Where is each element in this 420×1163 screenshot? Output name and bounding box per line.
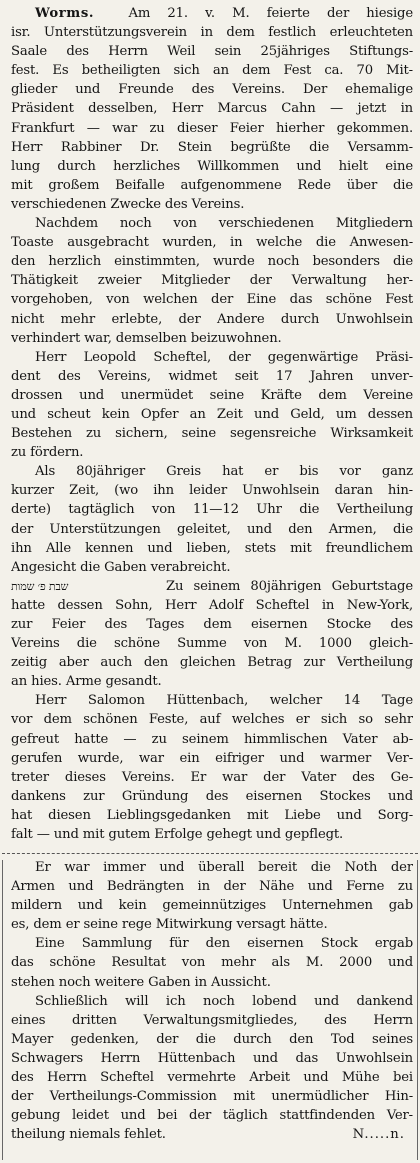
text-line [11,1087,413,1106]
line-text: Nachdem noch von verschiedenen Mitgliedern [35,216,413,232]
line-text: Vereins die schöne Summe von M. 1000 gleich- [11,636,413,652]
text-line [11,99,413,118]
text-line [11,348,413,367]
text-line [11,119,413,138]
text-line [11,672,413,691]
line-text: Mayer gedenken, der die durch den Tod seines [11,1031,413,1047]
text-line [11,520,413,539]
text-line [11,787,413,806]
line-text: Armen und Bedrängten in der Nähe und Ferne zu [11,879,413,895]
text-line [11,749,413,768]
line-text: treter dieses Vereins. Er war der Vater des Ge- [11,769,413,785]
text-line [11,634,413,653]
line-text: vor dem schönen Feste, auf welches er sich so sehr [11,712,413,728]
line-text: den herzlich einstimmten, wurde noch besonders die [11,254,413,270]
text-line [11,329,413,348]
line-text: und scheut kein Opfer an Zeit und Geld, um dessen [11,406,413,422]
line-text: fest. Es betheiligten sich an dem Fest ca. 70 Mit- [11,63,413,79]
text-line [11,80,413,99]
line-text: falt — und mit gutem Erfolge gehegt und gepflegt. [11,827,344,843]
line-text: zu fördern. [11,445,84,461]
text-line [11,1030,413,1049]
text-line [11,1068,413,1087]
text-line [11,1049,413,1068]
text-line [11,195,413,214]
line-text: des Herrn Scheftel vermehrte Arbeit und Mühe bei [11,1070,413,1086]
line-text: zur Feier des Tages dem eisernen Stocke des [11,617,413,632]
text-line [11,710,413,729]
text-line [11,1011,413,1030]
line-text: glieder und Freunde des Vereins. Der ehemalige [11,82,413,98]
text-line [11,290,413,309]
line-text: ihn Alle kennen und lieben, stets mit freundlichem [11,540,413,556]
line-text: Präsident desselben, Herr Marcus Cahn — jetzt in [11,101,413,117]
line-text: hat diesen Lieblingsgedanken mit Liebe und Sorg- [11,807,413,823]
line-text: drossen und unermüdet seine Kräfte dem Vereine [11,387,413,403]
line-text: mildern und kein gemeinnütziges Unternehmen gab [11,898,413,914]
line-text: verschiedenen Zwecke des Vereins. [11,196,245,212]
clipping-edge-left [2,860,3,1160]
line-text: mit großem Beifalle aufgenommene Rede über die [11,177,413,193]
line-text: Herr Leopold Scheftel, der gegenwärtige Präsi- [35,349,413,365]
text-line [11,896,413,915]
line-text: Bestehen zu sichern, seine segensreiche Wirksamkeit [11,426,413,442]
line-text: dent des Vereins, widmet seit 17 Jahren unver- [11,368,413,384]
text-line [11,61,413,80]
text-line [11,23,413,42]
text-line [11,214,413,233]
line-text: Frankfurt — war zu dieser Feier hierher gekommen. [11,120,413,136]
text-line [11,858,413,877]
line-text: Schwagers Herrn Hüttenbach und das Unwohlsein [11,1050,413,1066]
text-line [11,271,413,290]
line-text: Schließlich will ich noch lobend und dankend [35,993,413,1009]
line-text: kurzer Zeit, (wo ihn leider Unwohlsein daran hin- [11,483,413,499]
line-text: das schöne Resultat von mehr als M. 2000 und [11,955,413,971]
line-text: Thätigkeit zweier Mitglieder der Verwaltung her- [11,273,413,289]
text-line [11,481,413,500]
line-text: eines dritten Verwaltungsmitgliedes, des Herrn [11,1012,413,1028]
line-text: Er war immer und überall bereit die Noth der [35,860,413,875]
line-text: vorgehoben, von welchen der Eine das schöne Fest [11,292,413,308]
text-line [11,4,413,23]
line-text: Eine Sammlung für den eisernen Stock ergab [35,936,413,952]
text-line [11,310,413,329]
line-text: lung durch herzliches Willkommen und hielt eine [11,158,413,174]
line-text: hatte dessen Sohn, Herr Adolf Scheftel in New-York, [11,597,413,613]
text-line [11,653,413,672]
line-text: gebung leidet und bei der täglich stattfindenden Ver- [11,1108,413,1124]
text-line [11,877,413,896]
text-line [11,915,413,934]
text-line [11,138,413,157]
text-line [11,386,413,405]
article-lower-section [11,858,413,1144]
line-text: dankens zur Gründung des eisernen Stockes und [11,788,413,804]
text-line [11,1125,413,1144]
line-text: Toaste ausgebracht wurden, in welche die Anwesen- [11,235,413,251]
text-line [11,691,413,710]
line-text: an hies. Arme gesandt. [11,674,162,690]
text-line [11,424,413,443]
line-text: Angesicht die Gaben verabreicht. [11,559,231,575]
article-upper-section [11,4,413,844]
line-text: Herr Salomon Hüttenbach, welcher 14 Tage [35,693,413,709]
text-line [11,730,413,749]
line-text: Zu seinem 80jährigen Geburtstage [166,578,413,594]
text-line [11,443,413,462]
text-line [11,934,413,953]
line-text: der Unterstützungen geleitet, und den Armen, die [11,521,413,537]
text-line [11,973,413,992]
text-line [11,252,413,271]
text-line [11,462,413,481]
line-text: der Vertheilungs-Commission mit unermüdlicher Hin- [11,1089,413,1105]
text-line [11,233,413,252]
text-line [11,1106,413,1125]
text-line [11,500,413,519]
line-text: nicht mehr erlebte, der Andere durch Unwohlsein [11,311,413,327]
line-text: Saale des Herrn Weil sein 25jähriges Stiftungs- [11,44,413,60]
text-line [11,42,413,61]
text-line [11,806,413,825]
hebrew-date-note: שבת פ׳ שמות [11,579,69,593]
line-text: gerufen wurde, war ein eifriger und warmer Ver- [11,750,413,766]
text-line [11,615,413,634]
author-signature: N.....n. [352,1127,405,1143]
clipping-divider [2,853,418,854]
text-line [11,558,413,577]
text-line [11,577,413,596]
line-text: Am 21. v. M. feierte der hiesige [128,6,413,21]
line-text: isr. Unterstützungsverein in dem festlich erleuchteten [11,25,413,41]
line-text: derte) tagtäglich von 11—12 Uhr die Vertheilung [11,502,413,518]
line-text: stehen noch weitere Gaben in Aussicht. [11,974,271,990]
text-line [11,596,413,615]
text-line [11,157,413,176]
line-text: theilung niemals fehlet. [11,1127,166,1143]
text-line [11,539,413,558]
line-text: gefreut hatte — zu seinem himmlischen Vater ab- [11,731,413,747]
text-line [11,825,413,844]
text-line [11,953,413,972]
clipping-edge-right [417,860,418,1160]
text-line [11,768,413,787]
text-line [11,367,413,386]
line-text: Herr Rabbiner Dr. Stein begrüßte die Versamm- [11,139,413,155]
text-line [11,176,413,195]
line-text: es, dem er seine rege Mitwirkung versagt hätte. [11,917,328,933]
line-text: zeitig aber auch den gleichen Betrag zur Vertheilung [11,655,413,671]
line-text: verhindert war, demselben beizuwohnen. [11,330,282,346]
location-heading: Worms. [35,6,95,21]
line-text: Als 80jähriger Greis hat er bis vor ganz [35,464,413,480]
text-line [11,992,413,1011]
text-line [11,405,413,424]
